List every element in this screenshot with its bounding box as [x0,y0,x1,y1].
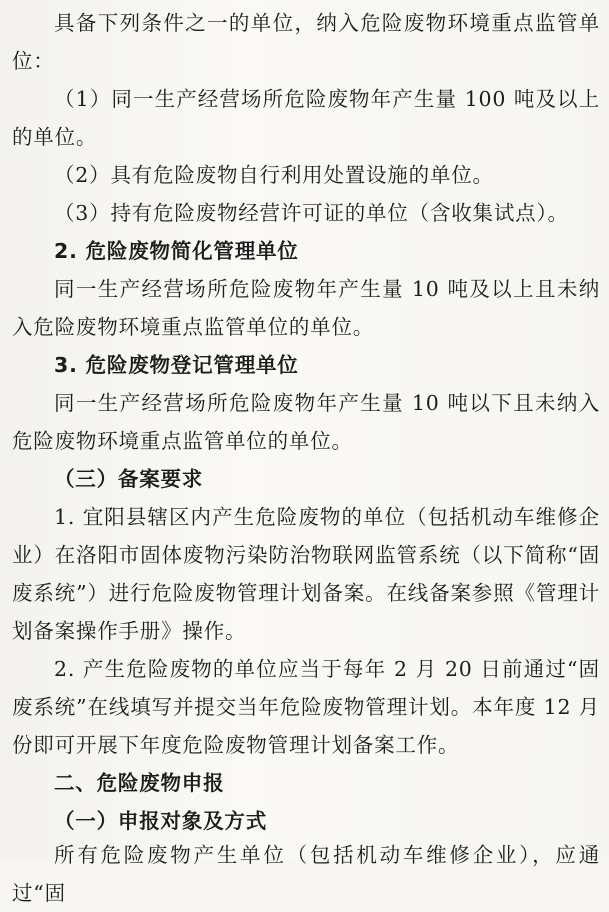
filing-requirement-1: 1. 宜阳县辖区内产生危险废物的单位（包括机动车维修企业）在洛阳市固体废物污染防治物联网监管系统（以下简称“固废系统”）进行危险废物管理计划备案。在线备案参照《管理计划备案操作手册》操作。 [12,505,600,643]
key-supervision-criteria-intro: 具备下列条件之一的单位，纳入危险废物环境重点监管单位： [12,11,600,73]
subsection-heading-declaration-subject: （一）申报对象及方式 [54,809,267,833]
simplified-management-definition: 同一生产经营场所危险废物年产生量 10 吨及以上且未纳入危险废物环境重点监管单位的单位。 [12,277,600,339]
filing-requirement-2: 2. 产生危险废物的单位应当于每年 2 月 20 日前通过“固废系统”在线填写并提交当年危险废物管理计划。本年度 12 月份即可开展下年度危险废物管理计划备案工作。 [12,657,600,757]
criterion-1: （1）同一生产经营场所危险废物年产生量 100 吨及以上的单位。 [12,87,600,149]
declaration-subject-text: 所有危险废物产生单位（包括机动车维修企业），应通过“固 [12,843,600,905]
section-heading-filing-requirements: （三）备案要求 [54,467,204,491]
criterion-2: （2）具有危险废物自行利用处置设施的单位。 [54,163,494,187]
registration-management-definition: 同一生产经营场所危险废物年产生量 10 吨以下且未纳入危险废物环境重点监管单位的单位。 [12,391,600,453]
section-heading-registration-management: 3. 危险废物登记管理单位 [54,353,299,377]
criterion-3: （3）持有危险废物经营许可证的单位（含收集试点）。 [54,201,569,225]
section-heading-simplified-management: 2. 危险废物简化管理单位 [54,239,299,263]
section-heading-declaration: 二、危险废物申报 [54,771,225,795]
